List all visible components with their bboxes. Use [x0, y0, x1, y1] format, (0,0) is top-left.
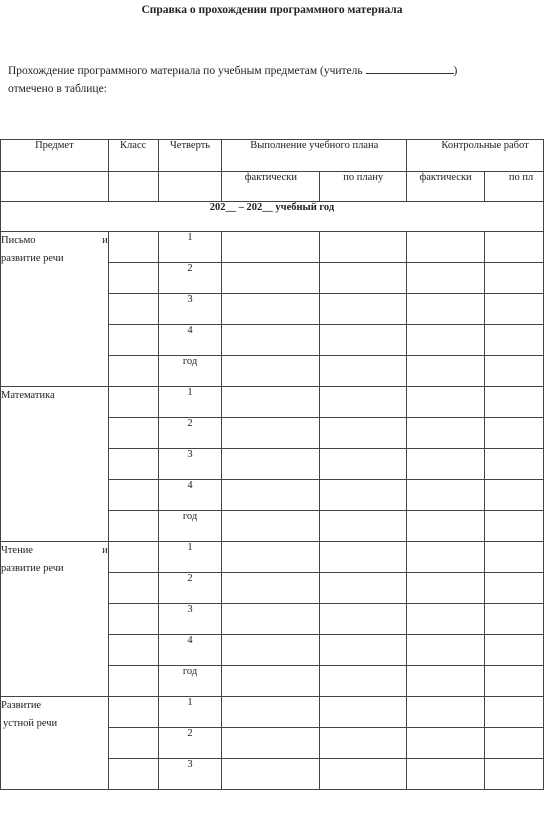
- period-cell: 1: [158, 232, 222, 263]
- plan-actual-cell[interactable]: [222, 387, 320, 418]
- subject-name-cell: [1, 387, 109, 542]
- control-actual-cell[interactable]: [407, 759, 485, 790]
- control-by-plan-cell[interactable]: [485, 356, 544, 387]
- control-actual-cell[interactable]: [407, 232, 485, 263]
- class-cell[interactable]: [108, 542, 158, 573]
- control-by-plan-cell[interactable]: [485, 635, 544, 666]
- control-actual-cell[interactable]: [407, 480, 485, 511]
- plan-actual-cell[interactable]: [222, 573, 320, 604]
- plan-actual-cell[interactable]: [222, 449, 320, 480]
- subheader-actual: фактически: [407, 172, 485, 202]
- period-cell: 2: [158, 418, 222, 449]
- subject-name-conjunction: и: [102, 545, 108, 556]
- subheader-empty: [158, 172, 222, 202]
- subject-name-cell: [1, 697, 109, 790]
- class-cell[interactable]: [108, 449, 158, 480]
- plan-by-plan-cell[interactable]: [320, 480, 407, 511]
- control-actual-cell[interactable]: [407, 294, 485, 325]
- plan-by-plan-cell[interactable]: [320, 294, 407, 325]
- header-row: [1, 140, 544, 172]
- plan-by-plan-cell[interactable]: [320, 418, 407, 449]
- plan-actual-cell[interactable]: [222, 232, 320, 263]
- class-cell[interactable]: [108, 232, 158, 263]
- control-by-plan-cell[interactable]: [485, 480, 544, 511]
- control-actual-cell[interactable]: [407, 449, 485, 480]
- plan-actual-cell[interactable]: [222, 666, 320, 697]
- control-actual-cell[interactable]: [407, 666, 485, 697]
- class-cell[interactable]: [108, 511, 158, 542]
- plan-actual-cell[interactable]: [222, 635, 320, 666]
- period-cell: 3: [158, 294, 222, 325]
- subject-name-line1: [1, 232, 108, 250]
- control-by-plan-cell[interactable]: [485, 759, 544, 790]
- period-cell: 4: [158, 635, 222, 666]
- class-cell[interactable]: [108, 480, 158, 511]
- intro-line1: Прохождение программного материала по учебным предметам (учитель: [8, 65, 363, 77]
- plan-actual-cell[interactable]: [222, 325, 320, 356]
- intro-close-paren: ): [453, 65, 458, 77]
- control-by-plan-cell[interactable]: [485, 387, 544, 418]
- subject-name-line1: [1, 387, 108, 405]
- class-cell[interactable]: [108, 387, 158, 418]
- period-cell: 1: [158, 387, 222, 418]
- plan-by-plan-cell[interactable]: [320, 356, 407, 387]
- plan-by-plan-cell[interactable]: [320, 573, 407, 604]
- period-cell: 2: [158, 263, 222, 294]
- control-by-plan-cell[interactable]: [485, 697, 544, 728]
- plan-by-plan-cell[interactable]: [320, 604, 407, 635]
- period-cell: 2: [158, 728, 222, 759]
- period-cell: год: [158, 666, 222, 697]
- control-by-plan-cell[interactable]: [485, 728, 544, 759]
- plan-by-plan-cell[interactable]: [320, 697, 407, 728]
- period-cell: год: [158, 356, 222, 387]
- period-cell: 3: [158, 604, 222, 635]
- period-cell: 2: [158, 573, 222, 604]
- plan-by-plan-cell[interactable]: [320, 387, 407, 418]
- subject-period-row: [1, 232, 544, 263]
- control-by-plan-cell[interactable]: [485, 511, 544, 542]
- header-class: Класс: [108, 140, 158, 172]
- control-actual-cell[interactable]: [407, 387, 485, 418]
- class-cell[interactable]: [108, 418, 158, 449]
- period-cell: 3: [158, 449, 222, 480]
- header-subject: Предмет: [1, 140, 109, 172]
- subheader-by-plan: по пл: [485, 172, 544, 202]
- class-cell[interactable]: [108, 635, 158, 666]
- control-actual-cell[interactable]: [407, 325, 485, 356]
- class-cell[interactable]: [108, 294, 158, 325]
- class-cell[interactable]: [108, 728, 158, 759]
- plan-actual-cell[interactable]: [222, 418, 320, 449]
- control-actual-cell[interactable]: [407, 263, 485, 294]
- plan-by-plan-cell[interactable]: [320, 449, 407, 480]
- document-title: Справка о прохождении программного материала: [141, 4, 403, 16]
- subheader-actual: фактически: [222, 172, 320, 202]
- control-by-plan-cell[interactable]: [485, 604, 544, 635]
- control-actual-cell[interactable]: [407, 635, 485, 666]
- subheader-row: [1, 172, 544, 202]
- control-by-plan-cell[interactable]: [485, 294, 544, 325]
- subject-name-cell: [1, 542, 109, 697]
- control-actual-cell[interactable]: [407, 418, 485, 449]
- header-quarter: Четверть: [158, 140, 222, 172]
- plan-actual-cell[interactable]: [222, 263, 320, 294]
- subject-name: Письмо: [1, 235, 36, 246]
- plan-actual-cell[interactable]: [222, 759, 320, 790]
- control-by-plan-cell[interactable]: [485, 542, 544, 573]
- control-by-plan-cell[interactable]: [485, 325, 544, 356]
- subject-name: Чтение: [1, 545, 33, 556]
- class-cell[interactable]: [108, 697, 158, 728]
- plan-actual-cell[interactable]: [222, 542, 320, 573]
- class-cell[interactable]: [108, 325, 158, 356]
- control-actual-cell[interactable]: [407, 573, 485, 604]
- plan-by-plan-cell[interactable]: [320, 232, 407, 263]
- header-control-works: Контрольные работ: [407, 140, 544, 172]
- subject-name-line1: [1, 697, 108, 715]
- control-by-plan-cell[interactable]: [485, 232, 544, 263]
- class-cell[interactable]: [108, 356, 158, 387]
- subject-name-line2: развитие речи: [1, 563, 64, 574]
- subject-name-line2: развитие речи: [1, 253, 64, 264]
- subheader-empty: [108, 172, 158, 202]
- plan-by-plan-cell[interactable]: [320, 666, 407, 697]
- period-cell: 4: [158, 325, 222, 356]
- period-cell: 1: [158, 697, 222, 728]
- teacher-name-blank[interactable]: [366, 63, 454, 74]
- academic-year: 202__ – 202__ учебный год: [1, 202, 544, 232]
- class-cell[interactable]: [108, 573, 158, 604]
- header-plan-completion: Выполнение учебного плана: [222, 140, 407, 172]
- subject-name: Развитие: [1, 700, 42, 711]
- period-cell: год: [158, 511, 222, 542]
- plan-by-plan-cell[interactable]: [320, 325, 407, 356]
- subject-name-conjunction: и: [102, 235, 108, 246]
- plan-actual-cell[interactable]: [222, 604, 320, 635]
- control-actual-cell[interactable]: [407, 511, 485, 542]
- plan-actual-cell[interactable]: [222, 728, 320, 759]
- subject-period-row: [1, 697, 544, 728]
- control-by-plan-cell[interactable]: [485, 418, 544, 449]
- subject-period-row: [1, 542, 544, 573]
- subject-period-row: [1, 387, 544, 418]
- control-actual-cell[interactable]: [407, 728, 485, 759]
- subject-name: Математика: [1, 390, 55, 401]
- program-material-table: [0, 139, 544, 790]
- plan-by-plan-cell[interactable]: [320, 635, 407, 666]
- period-cell: 4: [158, 480, 222, 511]
- plan-by-plan-cell[interactable]: [320, 728, 407, 759]
- plan-actual-cell[interactable]: [222, 697, 320, 728]
- class-cell[interactable]: [108, 666, 158, 697]
- subheader-empty: [1, 172, 109, 202]
- control-by-plan-cell[interactable]: [485, 449, 544, 480]
- plan-by-plan-cell[interactable]: [320, 511, 407, 542]
- plan-by-plan-cell[interactable]: [320, 542, 407, 573]
- control-actual-cell[interactable]: [407, 697, 485, 728]
- class-cell[interactable]: [108, 604, 158, 635]
- plan-by-plan-cell[interactable]: [320, 759, 407, 790]
- plan-actual-cell[interactable]: [222, 511, 320, 542]
- class-cell[interactable]: [108, 759, 158, 790]
- class-cell[interactable]: [108, 263, 158, 294]
- period-cell: 3: [158, 759, 222, 790]
- plan-actual-cell[interactable]: [222, 294, 320, 325]
- subject-name-cell: [1, 232, 109, 387]
- plan-actual-cell[interactable]: [222, 356, 320, 387]
- plan-actual-cell[interactable]: [222, 480, 320, 511]
- subject-name-line2: устной речи: [3, 718, 58, 729]
- control-actual-cell[interactable]: [407, 604, 485, 635]
- period-cell: 1: [158, 542, 222, 573]
- control-actual-cell[interactable]: [407, 542, 485, 573]
- control-by-plan-cell[interactable]: [485, 573, 544, 604]
- intro-line2: отмечено в таблице:: [8, 83, 107, 95]
- control-by-plan-cell[interactable]: [485, 666, 544, 697]
- control-by-plan-cell[interactable]: [485, 263, 544, 294]
- plan-by-plan-cell[interactable]: [320, 263, 407, 294]
- subheader-by-plan: по плану: [320, 172, 407, 202]
- subject-name-line1: [1, 542, 108, 560]
- control-actual-cell[interactable]: [407, 356, 485, 387]
- intro-text: [8, 62, 544, 98]
- year-row: [1, 202, 544, 232]
